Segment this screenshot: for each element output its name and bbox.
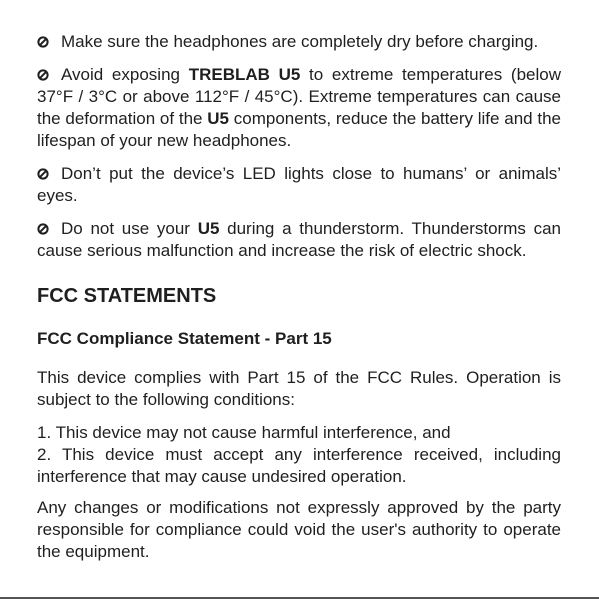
no-entry-icon xyxy=(37,36,49,48)
safety-item-dry xyxy=(37,31,561,53)
condition-item: 1. This device may not cause harmful interference, and xyxy=(37,423,451,442)
no-entry-icon xyxy=(37,69,49,81)
product-model: U5 xyxy=(197,219,220,238)
safety-text: to extreme temperatures (below 37°F / 3°C or above 112°F / 45°C). Extreme temperatures can cause the deformation of the xyxy=(37,65,561,128)
manual-page xyxy=(37,31,561,563)
product-model: U5 xyxy=(207,109,230,128)
safety-item-temperature xyxy=(37,64,561,152)
no-entry-icon xyxy=(37,168,49,180)
subsection-title: FCC Compliance Statement - Part 15 xyxy=(37,329,332,348)
fcc-intro: This device complies with Part 15 of the FCC Rules. Operation is subject to the following conditions: xyxy=(37,368,561,409)
safety-text: Do not use your xyxy=(61,219,198,238)
product-name: TREBLAB U5 xyxy=(188,65,301,84)
safety-text: during a thunderstorm. Thunderstorms can cause serious malfunction and increase the risk of electric shock. xyxy=(37,219,561,260)
safety-text: components, reduce the battery life and the lifespan of your new headphones. xyxy=(37,109,562,150)
safety-item-thunderstorm xyxy=(37,218,561,262)
fcc-changes: Any changes or modifications not expressly approved by the party responsible for compliance could void the user's authority to operate the equipment. xyxy=(37,498,561,561)
condition-item: 2. This device must accept any interference received, including interference that may cause undesired operation. xyxy=(37,445,561,486)
no-entry-icon xyxy=(37,223,49,235)
safety-text: Avoid exposing xyxy=(61,65,189,84)
safety-item-led xyxy=(37,163,561,207)
safety-text: Don’t put the device’s LED lights close to humans’ or animals’ eyes. xyxy=(37,164,561,205)
safety-text: Make sure the headphones are completely dry before charging. xyxy=(61,32,539,51)
conditions-list xyxy=(37,422,561,488)
section-title: FCC STATEMENTS xyxy=(37,285,217,307)
